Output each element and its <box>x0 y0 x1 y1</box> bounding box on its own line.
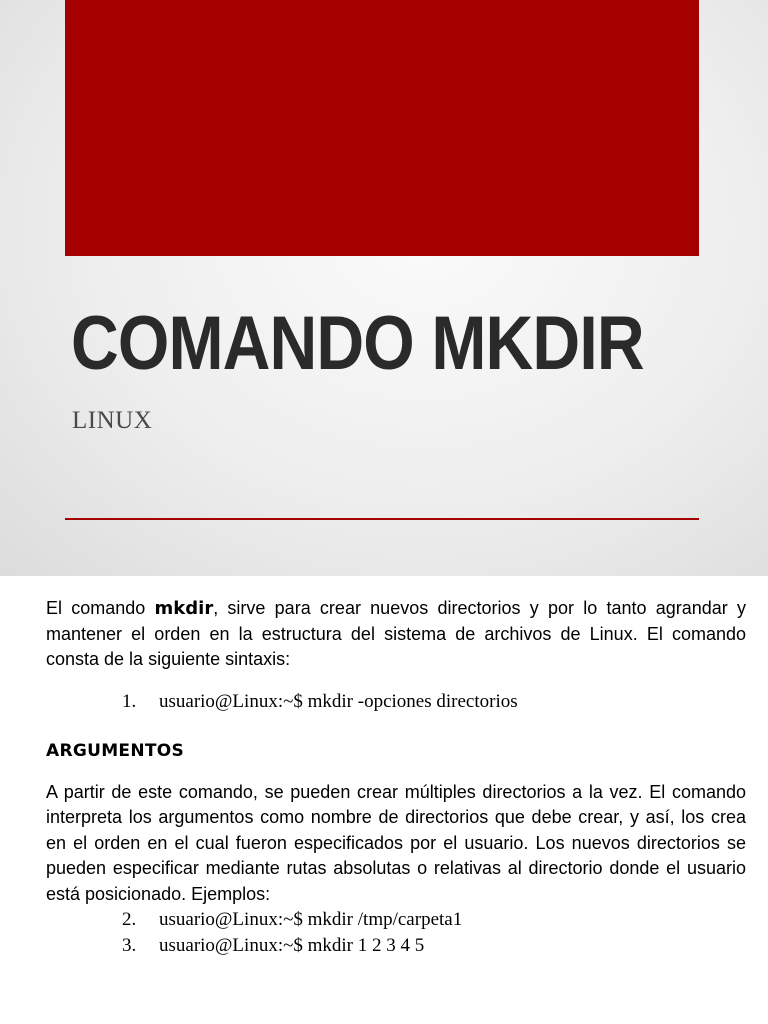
example-list-item <box>46 933 746 959</box>
example-command: usuario@Linux:~$ mkdir /tmp/carpeta1 <box>159 909 463 930</box>
slide-header-block <box>65 0 699 256</box>
command-name: mkdir <box>154 598 214 619</box>
intro-text-rest: , sirve para crear nuevos directorios y por lo tanto agrandar y mantener el orden en la estructura del sistema de archivos de Linux. El comando consta de la siguiente sintaxis: <box>46 598 746 669</box>
section-heading-argumentos: ARGUMENTOS <box>46 740 185 761</box>
syntax-command: usuario@Linux:~$ mkdir -opciones directorios <box>159 690 518 712</box>
slide-subtitle: LINUX <box>72 407 153 434</box>
intro-text-start: El comando <box>46 598 155 618</box>
list-item-number: 3. <box>122 935 137 956</box>
list-item-number: 2. <box>122 909 137 930</box>
slide-title: COMANDO MKDIR <box>71 301 644 386</box>
arguments-paragraph: A partir de este comando, se pueden crear múltiples directorios a la vez. El comando interpreta los argumentos como nombre de directorios que debe crear, y así, los crea en el orden en el cual fueron especificados por el usuario. Los nuevos directorios se pueden especificar mediante rutas absolutas o relativas al directorio donde el usuario está posicionado. Ejemplos: <box>46 781 746 904</box>
intro-paragraph <box>46 596 746 673</box>
slide-divider-line <box>65 518 699 520</box>
list-item-number: 1. <box>122 690 137 712</box>
example-command: usuario@Linux:~$ mkdir 1 2 3 4 5 <box>159 935 425 956</box>
syntax-list-item <box>46 689 746 715</box>
document-body <box>46 576 746 1024</box>
example-list-item <box>46 907 746 933</box>
